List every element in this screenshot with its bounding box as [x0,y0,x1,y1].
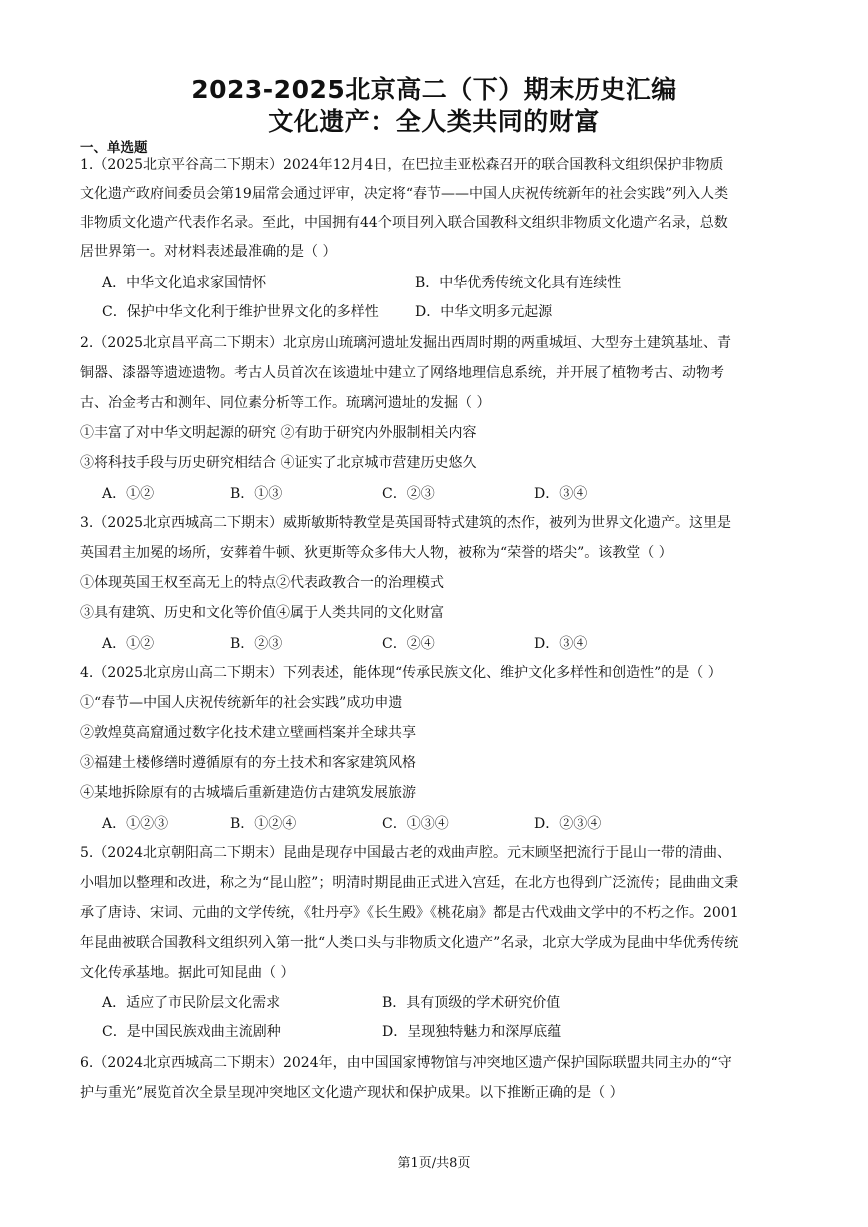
question-5-line-5: 文化传承基地。据此可知昆曲（ ） [80,965,295,981]
question-1-option-c: C．保护中华文化利于维护世界文化的多样性 [102,304,379,320]
question-1-option-b: B．中华优秀传统文化具有连续性 [415,275,622,291]
question-3-option-a: A．①② [102,636,155,652]
question-4-option-a: A．①②③ [102,816,169,832]
question-2-option-b: B．①③ [230,486,283,502]
question-3-option-b: B．②③ [230,636,283,652]
question-3-line-3: ①体现英国王权至高无上的特点②代表政教合一的治理模式 [80,575,444,591]
question-5-line-4: 年昆曲被联合国教科文组织列入第一批“人类口头与非物质文化遗产”名录，北京大学成为昆曲中华优秀传统 [80,935,739,951]
question-1-line-2: 文化遗产政府间委员会第19届常会通过评审，决定将“春节——中国人庆祝传统新年的社会实践”列入人类 [80,186,729,202]
page-number: 第1页/共8页 [397,1156,471,1171]
question-4-option-b: B．①②④ [230,816,297,832]
question-1-line-3: 非物质文化遗产代表作名录。至此，中国拥有44个项目列入联合国教科文组织非物质文化遗产名录，总数 [80,215,728,231]
question-3-option-d: D．③④ [534,636,588,652]
question-1-line-1: 1.（2025北京平谷高二下期末）2024年12月4日，在巴拉圭亚松森召开的联合国教科文组织保护非物质 [80,157,724,173]
question-4-line-4: ③福建土楼修缮时遵循原有的夯土技术和客家建筑风格 [80,755,416,771]
question-4-line-2: ①“春节—中国人庆祝传统新年的社会实践”成功申遗 [80,695,403,711]
question-3-line-4: ③具有建筑、历史和文化等价值④属于人类共同的文化财富 [80,605,444,621]
question-5-option-b: B．具有顶级的学术研究价值 [382,995,561,1011]
question-2-option-c: C．②③ [382,486,435,502]
question-1-line-4: 居世界第一。对材料表述最准确的是（ ） [80,244,337,260]
question-6-line-2: 护与重光”展览首次全景呈现冲突地区文化遗产现状和保护成果。以下推断正确的是（ ） [80,1085,624,1101]
document-title: 2023-2025北京高二（下）期末历史汇编 [191,75,677,104]
question-2-line-1: 2.（2025北京昌平高二下期末）北京房山琉璃河遗址发掘出西周时期的两重城垣、大型夯土建筑基址、青 [80,335,731,351]
question-5-line-1: 5.（2024北京朝阳高二下期末）昆曲是现存中国最古老的戏曲声腔。元末顾坚把流行于昆山一带的清曲、 [80,845,731,861]
question-3-option-c: C．②④ [382,636,435,652]
question-6-line-1: 6.（2024北京西城高二下期末）2024年，由中国国家博物馆与冲突地区遗产保护国际联盟共同主办的“守 [80,1055,732,1071]
question-4-option-c: C．①③④ [382,816,449,832]
question-5-option-c: C．是中国民族戏曲主流剧种 [102,1024,281,1040]
question-5-line-3: 承了唐诗、宋词、元曲的文学传统，《牡丹亭》《长生殿》《桃花扇》都是古代戏曲文学中的不朽之作。2001 [80,905,739,921]
question-4-line-5: ④某地拆除原有的古城墙后重新建造仿古建筑发展旅游 [80,785,416,801]
question-2-option-d: D．③④ [534,486,588,502]
question-1-option-d: D．中华文明多元起源 [415,304,553,320]
question-1-option-a: A．中华文化追求家国情怀 [102,275,267,291]
question-5-option-d: D．呈现独特魅力和深厚底蕴 [382,1024,562,1040]
question-2-line-2: 铜器、漆器等遗迹遗物。考古人员首次在该遗址中建立了网络地理信息系统，并开展了植物考古、动物考 [80,365,724,381]
question-2-line-4: ①丰富了对中华文明起源的研究 ②有助于研究内外服制相关内容 [80,425,477,441]
question-5-line-2: 小唱加以整理和改进，称之为“昆山腔”；明清时期昆曲正式进入宫廷，在北方也得到广泛流传；昆曲曲文秉 [80,875,739,891]
question-4-line-1: 4.（2025北京房山高二下期末）下列表述，能体现“传承民族文化、维护文化多样性和创造性”的是（ ） [80,665,722,681]
question-4-line-3: ②敦煌莫高窟通过数字化技术建立壁画档案并全球共享 [80,725,416,741]
document-subtitle: 文化遗产：全人类共同的财富 [268,107,600,136]
question-3-line-2: 英国君主加冕的场所，安葬着牛顿、狄更斯等众多伟大人物，被称为“荣誉的塔尖”。该教堂（ ） [80,545,673,561]
question-4-option-d: D．②③④ [534,816,602,832]
question-5-option-a: A．适应了市民阶层文化需求 [102,995,281,1011]
question-3-line-1: 3.（2025北京西城高二下期末）威斯敏斯特教堂是英国哥特式建筑的杰作，被列为世界文化遗产。这里是 [80,515,731,531]
section-heading: 一、单选题 [80,140,148,156]
question-2-line-5: ③将科技手段与历史研究相结合 ④证实了北京城市营建历史悠久 [80,455,477,471]
question-2-option-a: A．①② [102,486,155,502]
question-2-line-3: 古、冶金考古和测年、同位素分析等工作。琉璃河遗址的发掘（ ） [80,395,491,411]
